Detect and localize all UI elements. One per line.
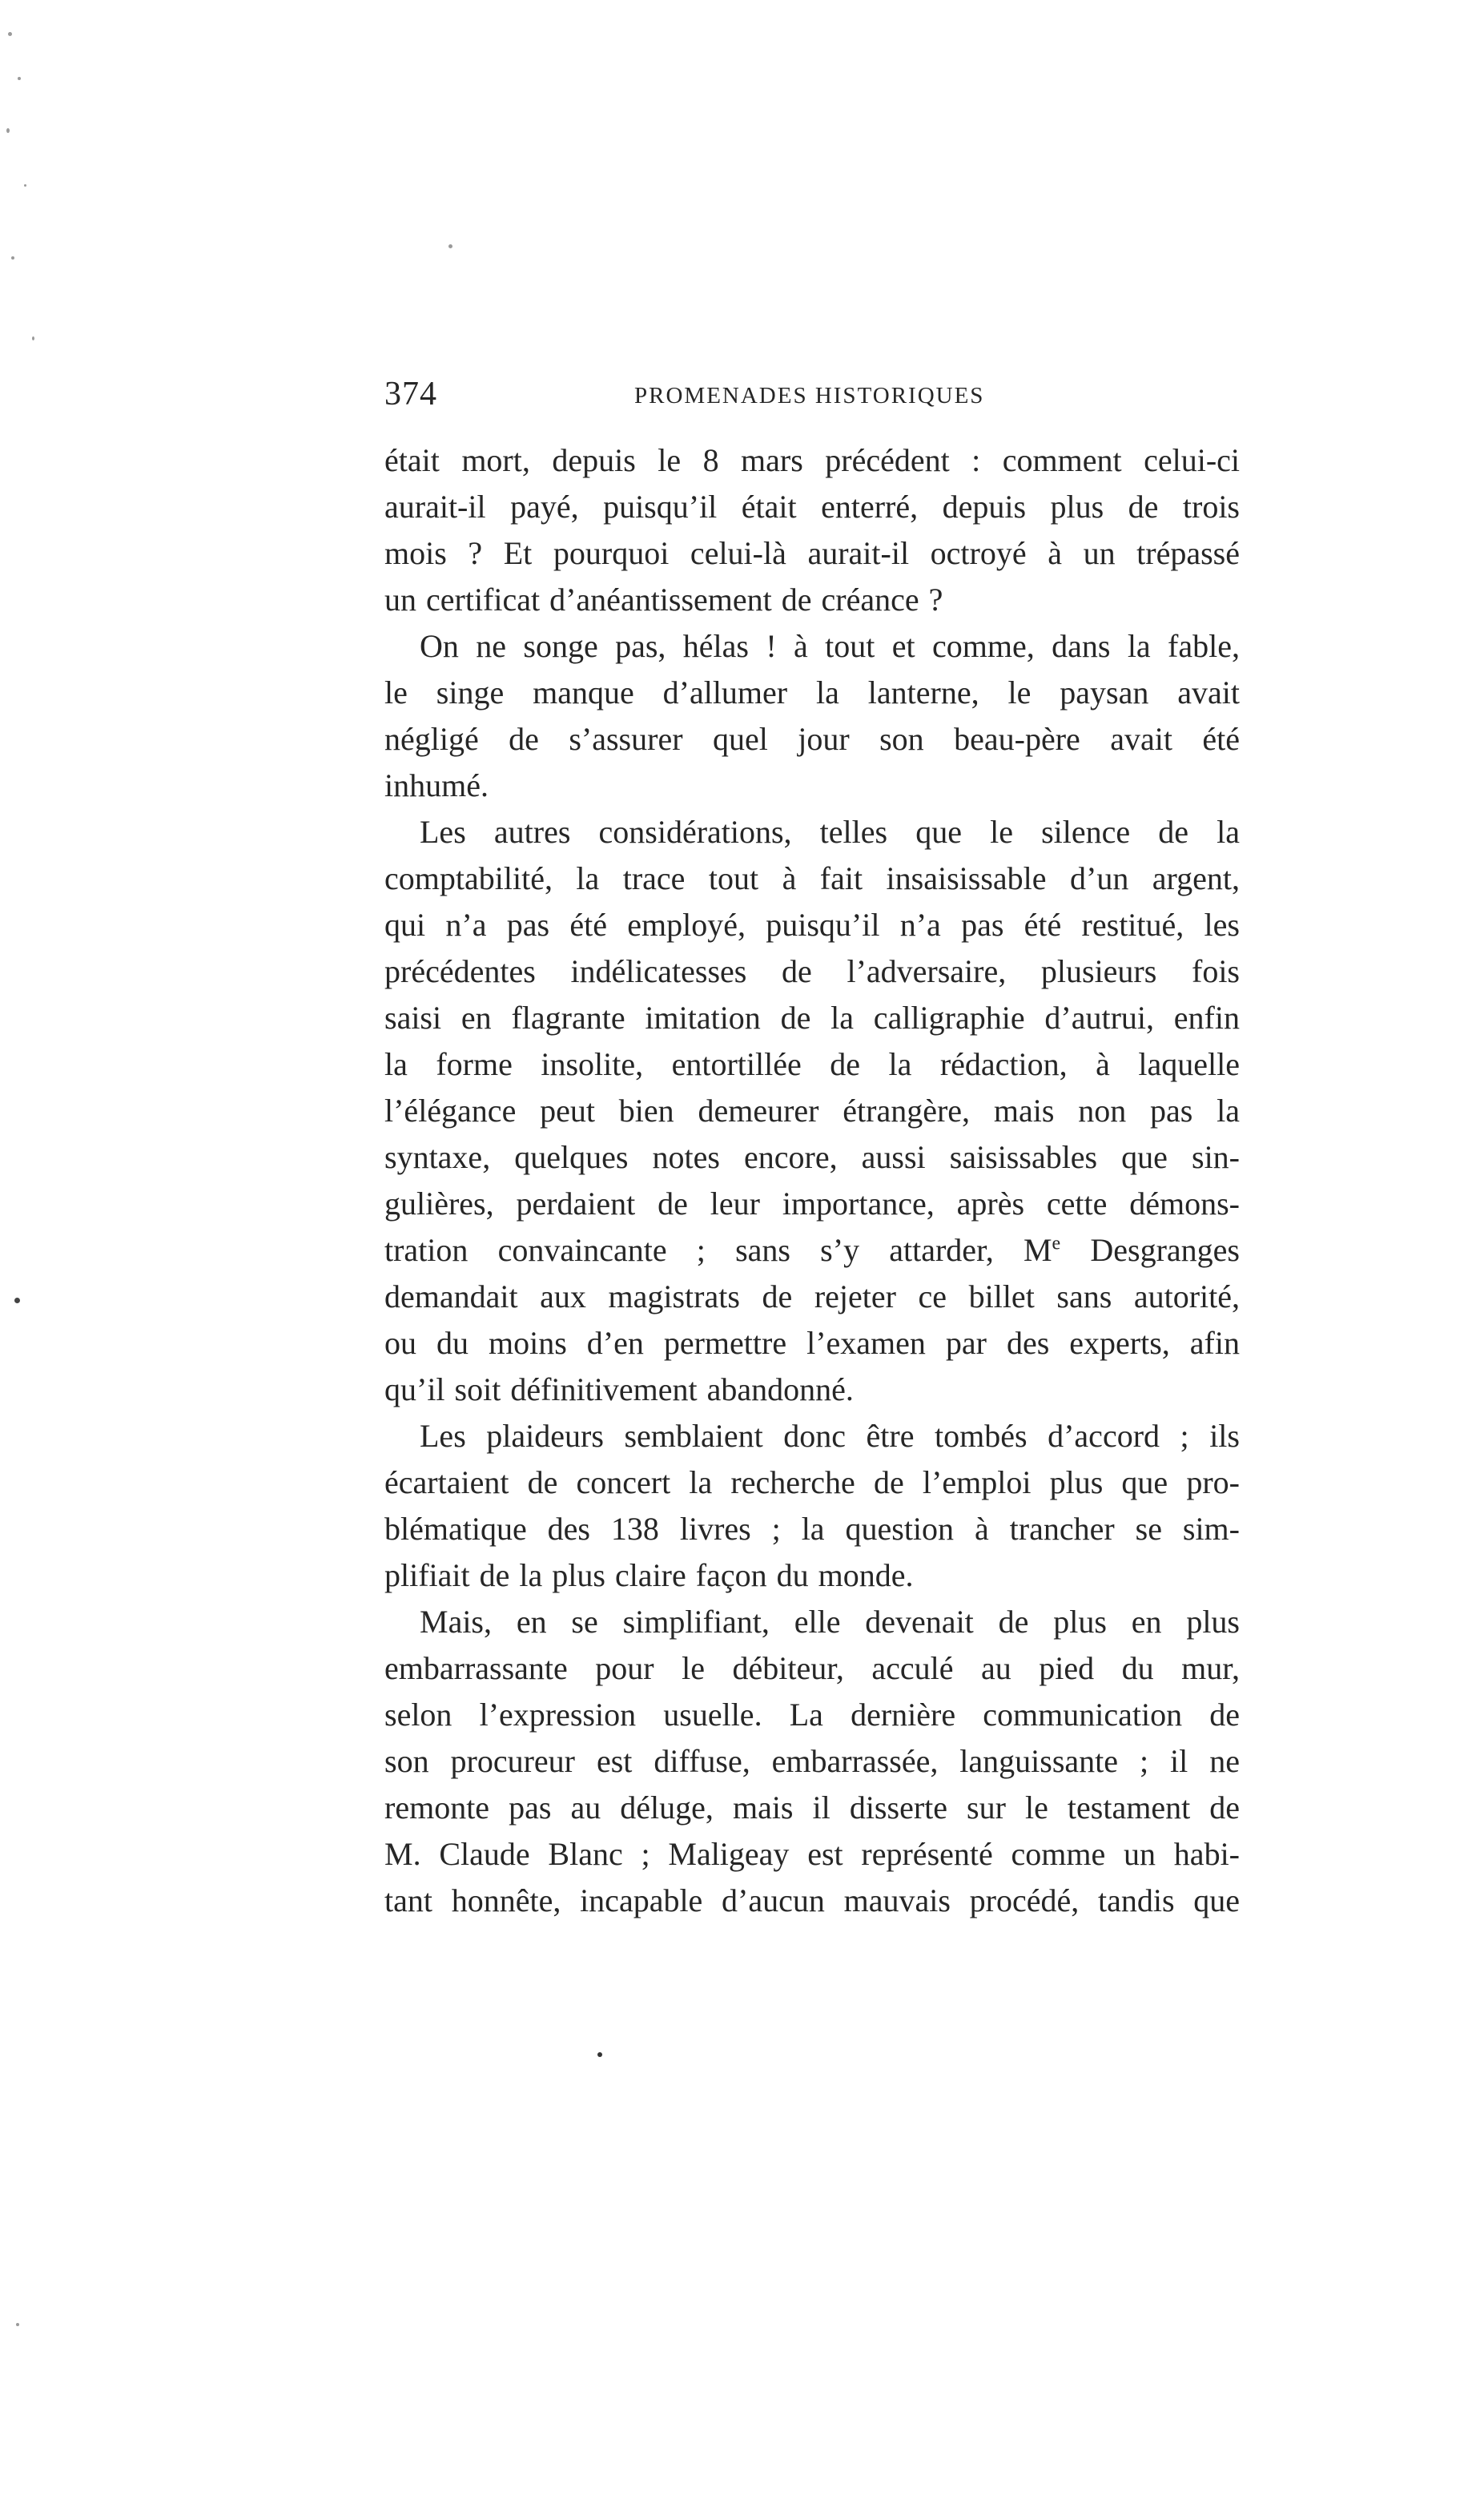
scan-speck [14, 1298, 20, 1303]
text-line: comptabilité, la trace tout à fait insaisissable d’un argent, [384, 860, 1240, 896]
text-line: blématique des 138 livres ; la question à trancher se sim- [384, 1511, 1240, 1547]
running-title: PROMENADES HISTORIQUES [634, 383, 985, 409]
text-line: précédentes indélicatesses de l’adversaire, plusieurs fois [384, 953, 1240, 989]
scan-speck [8, 32, 12, 36]
page-number: 374 [384, 376, 437, 413]
text-line: qui n’a pas été employé, puisqu’il n’a pas été restitué, les [384, 907, 1240, 943]
text-line: saisi en flagrante imitation de la calligraphie d’autrui, enfin [384, 1000, 1240, 1036]
text-line: qu’il soit définitivement abandonné. [384, 1371, 854, 1407]
text-line: aurait-il payé, puisqu’il était enterré, depuis plus de trois [384, 489, 1240, 525]
text-line: selon l’expression usuelle. La dernière communication de [384, 1697, 1240, 1733]
scan-speck [24, 184, 26, 187]
text-line: un certificat d’anéantissement de créance ? [384, 582, 943, 618]
body-text [384, 437, 1240, 1924]
scan-speck [11, 256, 14, 260]
text-line: Les plaideurs semblaient donc être tombés d’accord ; ils [420, 1418, 1240, 1454]
text-line: la forme insolite, entortillée de la rédaction, à laquelle [384, 1046, 1240, 1082]
text-line: tant honnête, incapable d’aucun mauvais procédé, tandis que [384, 1882, 1240, 1918]
text-line: négligé de s’assurer quel jour son beau-père avait été [384, 721, 1240, 757]
scan-speck [448, 244, 452, 248]
text-line: inhumé. [384, 767, 489, 803]
text-segment: tration convaincante ; sans s’y attarder, M [384, 1232, 1052, 1268]
text-line: M. Claude Blanc ; Maligeay est représenté comme un habi- [384, 1836, 1240, 1872]
scan-speck [6, 128, 10, 133]
superscript: e [1052, 1233, 1061, 1254]
text-line: mois ? Et pourquoi celui-là aurait-il octroyé à un trépassé [384, 535, 1240, 571]
text-line: l’élégance peut bien demeurer étrangère, mais non pas la [384, 1093, 1240, 1129]
page-header [384, 370, 1241, 418]
text-line: son procureur est diffuse, embarrassée, languissante ; il ne [384, 1743, 1240, 1779]
text-line: Les autres considérations, telles que le silence de la [420, 814, 1240, 850]
text-line: était mort, depuis le 8 mars précédent : comment celui-ci [384, 442, 1240, 478]
text-line: syntaxe, quelques notes encore, aussi saisissables que sin- [384, 1139, 1240, 1175]
scan-speck [32, 336, 34, 340]
text-line: écartaient de concert la recherche de l’emploi plus que pro- [384, 1464, 1240, 1500]
text-line: gulières, perdaient de leur importance, après cette démons- [384, 1186, 1240, 1222]
scan-speck [18, 77, 21, 80]
text-line: On ne songe pas, hélas ! à tout et comme, dans la fable, [420, 628, 1240, 664]
text-line: embarrassante pour le débiteur, acculé au pied du mur, [384, 1650, 1240, 1686]
text-line: plifiait de la plus claire façon du monde. [384, 1557, 914, 1593]
text-line: le singe manque d’allumer la lanterne, le paysan avait [384, 674, 1240, 711]
scan-speck [597, 2052, 602, 2057]
text-line: demandait aux magistrats de rejeter ce billet sans autorité, [384, 1278, 1240, 1314]
text-line: Mais, en se simplifiant, elle devenait de plus en plus [420, 1604, 1240, 1640]
text-line: ou du moins d’en permettre l’examen par des experts, afin [384, 1325, 1240, 1361]
scan-speck [16, 2323, 19, 2326]
text-segment: Desgranges [1060, 1232, 1240, 1268]
text-line-with-superscript [384, 1227, 1240, 1274]
text-line: remonte pas au déluge, mais il disserte sur le testament de [384, 1789, 1240, 1826]
